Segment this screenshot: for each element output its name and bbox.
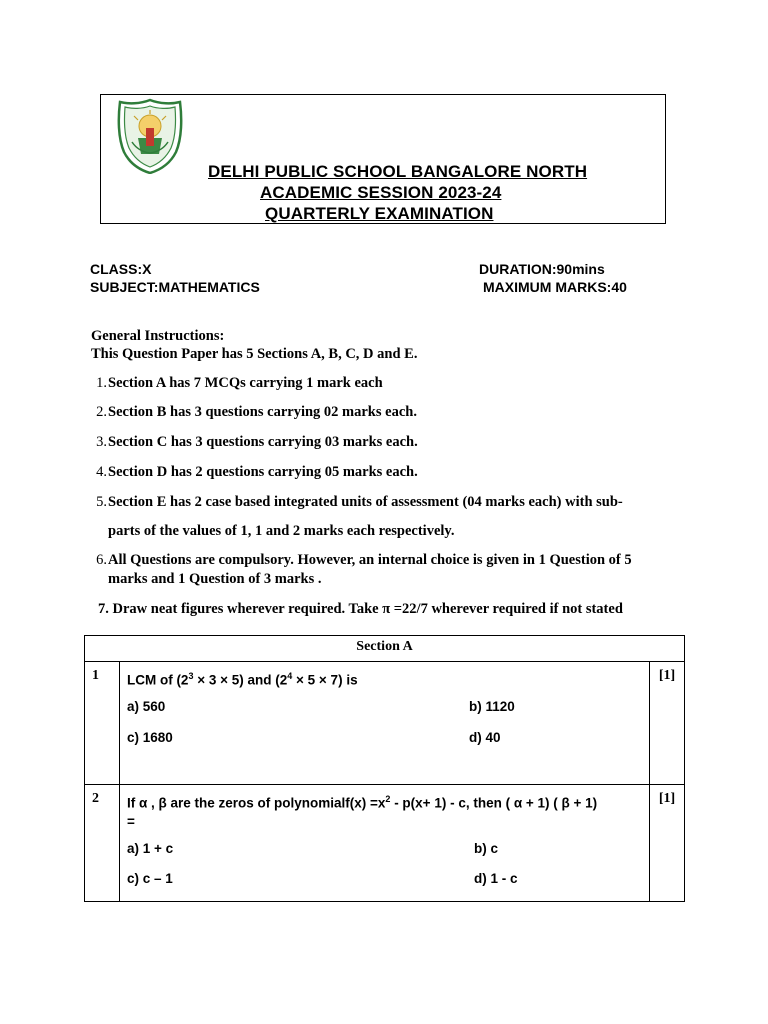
section-title: Section A [85,636,685,662]
instruction-item [91,404,417,421]
question-number: 2 [85,785,120,902]
section-a-table [84,635,685,902]
instruction-continuation: marks and 1 Question of 3 marks . [108,571,322,587]
instruction-item [91,464,418,481]
instruction-text: Draw neat figures wherever required. Take π =22/7 wherever required if not stated [112,601,623,617]
instruction-item [91,375,383,392]
instruction-text: Section C has 3 questions carrying 03 marks each. [108,434,418,450]
class-label: CLASS:X [90,261,152,277]
question-marks: [1] [650,785,685,902]
school-name: DELHI PUBLIC SCHOOL BANGALORE NORTH [208,162,588,181]
instruction-text: Section A has 7 MCQs carrying 1 mark each [108,375,383,391]
subject-label: SUBJECT:MATHEMATICS [90,279,260,295]
option-d[interactable]: d) 1 - c [473,870,518,886]
option-a[interactable]: a) 1 + c [126,840,174,856]
instruction-text: Section D has 2 questions carrying 05 marks each. [108,464,418,480]
instruction-number: 5. [96,494,107,510]
instruction-continuation: parts of the values of 1, 1 and 2 marks each respectively. [108,523,455,539]
instruction-text: Section B has 3 questions carrying 02 marks each. [108,404,417,420]
option-b[interactable]: b) c [473,840,498,856]
instructions-intro: This Question Paper has 5 Sections A, B, C, D and E. [91,346,418,362]
option-b[interactable]: b) 1120 [468,698,515,714]
instruction-number: 7. [98,601,109,617]
instruction-number: 6. [96,552,107,568]
max-marks-label: MAXIMUM MARKS:40 [483,279,627,295]
question-marks: [1] [650,662,685,785]
instructions-title: General Instructions: [91,328,225,344]
option-d[interactable]: d) 40 [468,729,501,745]
question-text: If α , β are the zeros of polynomialf(x) $=x^2 - p(x+ 1) - c$, then ( α + 1) ( β + 1) [126,794,598,811]
instruction-item [91,494,623,511]
question-row [85,785,685,902]
question-text-continuation: = [126,813,135,829]
option-c[interactable]: c) c – 1 [126,870,173,886]
question-row [85,662,685,785]
question-number: 1 [85,662,120,785]
option-c[interactable]: c) 1680 [126,729,173,745]
instruction-item [98,601,623,618]
instruction-number: 4. [96,464,107,480]
question-text: LCM of $(2^3 \times 3 \times 5)$ and $(2^4 \times 5 \times 7)$ is [126,671,358,688]
instruction-text: All Questions are compulsory. However, an internal choice is given in 1 Question of 5 [108,552,632,568]
question-body [119,785,649,902]
instruction-number: 3. [96,434,107,450]
instruction-item [91,552,632,569]
question-body [119,662,649,785]
instruction-item [91,434,418,451]
instruction-text: Section E has 2 case based integrated units of assessment (04 marks each) with sub- [108,494,623,510]
academic-session: ACADEMIC SESSION 2023-24 [260,183,502,202]
instruction-number: 1. [96,375,107,391]
exam-name: QUARTERLY EXAMINATION [265,204,494,223]
option-a[interactable]: a) 560 [126,698,166,714]
duration-label: DURATION:90mins [479,261,605,277]
instruction-number: 2. [96,404,107,420]
school-logo [116,98,184,174]
